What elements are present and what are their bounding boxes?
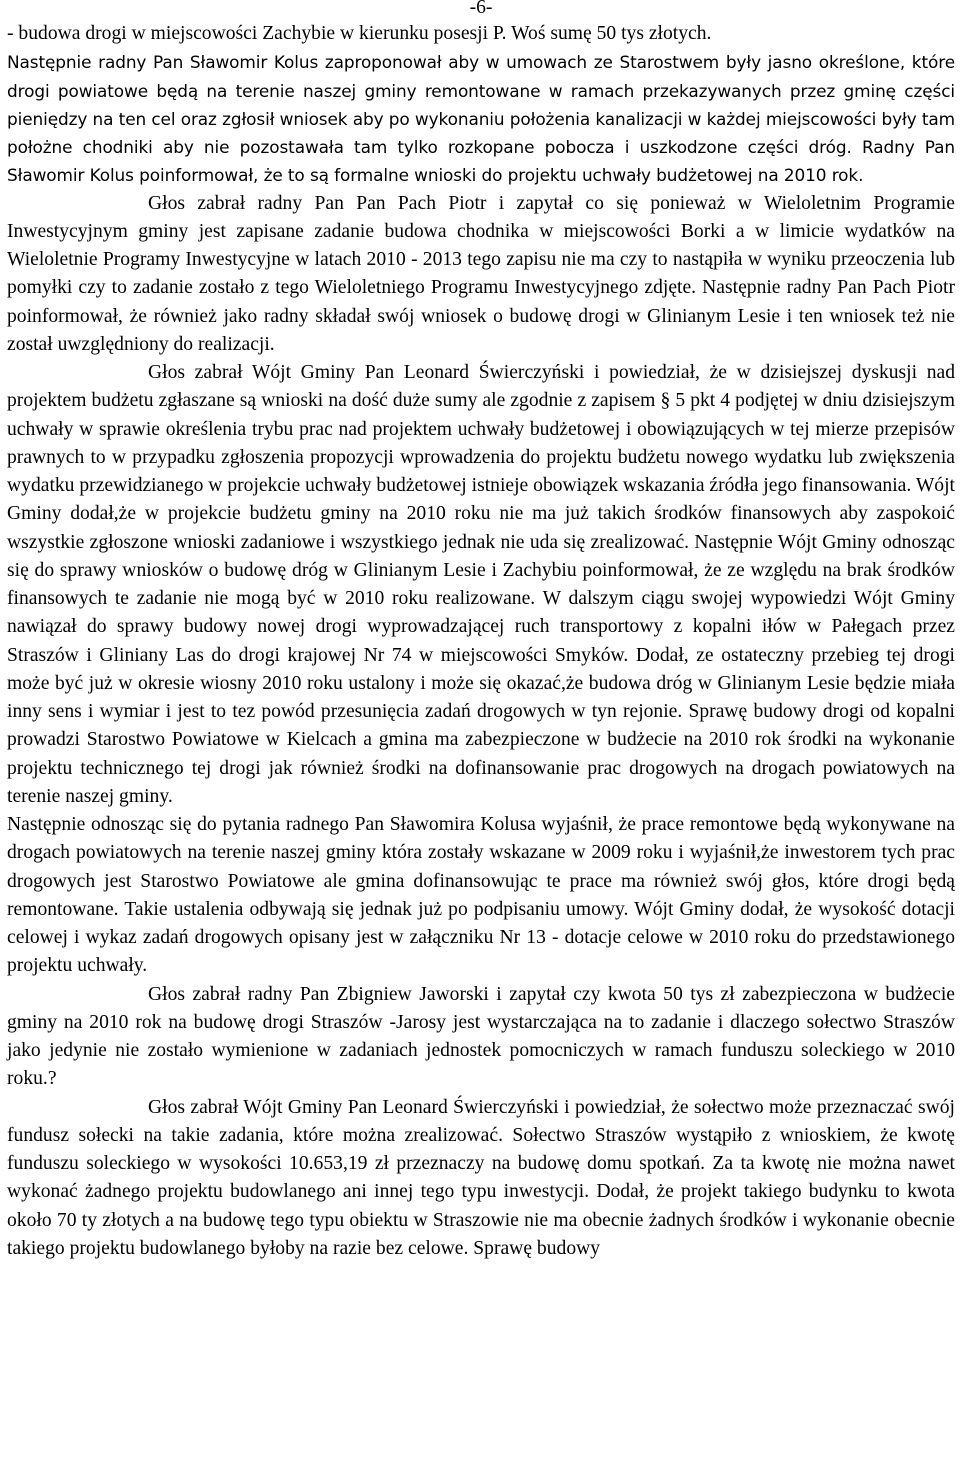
paragraph-kolus-proposal: Następnie radny Pan Sławomir Kolus zaproponował aby w umowach ze Starostwem były jasno określone, które drogi powiatowe będą na terenie naszej gminy remontowane w ramach przekazywanych przez gminę części pieniędzy na ten cel oraz zgłosił wniosek aby po wykonaniu położenia kanalizacji w każdej miejscowości były tam położne chodniki aby nie pozostawała tam tylko rozkopane pobocza i uszkodzone części dróg. Radny Pan Sławomir Kolus poinformował, że to są formalne wnioski do projektu uchwały budżetowej na 2010 rok. [7, 52, 955, 186]
paragraph-jaworski-question: Głos zabrał radny Pan Zbigniew Jaworski i zapytał czy kwota 50 tys zł zabezpieczona w budżecie gminy na 2010 rok na budowę drogi Straszów -Jarosy jest wystarczająca na to zadanie i dlaczego sołectwo Straszów jako jedynie nie zostało wymienione w zadaniach jednostek pomocniczych w ramach funduszu soleckiego w 2010 roku.? [7, 983, 955, 1090]
page-number: -6- [469, 0, 493, 18]
paragraph-wojt-solectwo: Głos zabrał Wójt Gminy Pan Leonard Świerczyński i powiedział, że sołectwo może przeznaczać swój fundusz sołecki na takie zadania, które można zrealizować. Sołectwo Straszów wystąpiło z wnioskiem, że kwotę funduszu soleckiego w wysokości 10.653,19 zł przeznaczy na budowę domu spotkań. Za ta kwotę nie można nawet wykonać żadnego projektu budowlanego ani innej tego typu inwestycji. Dodał, że projekt takiego budynku to kwota około 70 ty złotych a na budowę tego typu obiektu w Straszowie nie ma obecnie żadnych środków i wykonanie obecnie takiego projektu budowlanego byłoby na razie bez celowe. Sprawę budowy [7, 1096, 955, 1259]
paragraph-pach-question: Głos zabrał radny Pan Pan Pach Piotr i zapytał co się ponieważ w Wieloletnim Programie Inwestycyjnym gminy jest zapisane zadanie budowa chodnika w miejscowości Borki a w limicie wydatków na Wieloletnie Programy Inwestycyjne w latach 2010 - 2013 tego zapisu nie ma czy to nastąpiła w wyniku przeoczenia lub pomyłki czy to zadanie zostało z tego Wieloletniego Programu Inwestycyjnego zdjęte. Następnie radny Pan Pach Piotr poinformował, że również jako radny składał swój wniosek o budowę drogi w Glinianym Lesie i ten wniosek też nie został uwzględniony do realizacji. [7, 192, 955, 355]
paragraph-wojt-response: Głos zabrał Wójt Gminy Pan Leonard Świerczyński i powiedział, że w dzisiejszej dyskusji nad projektem budżetu zgłaszane są wnioski na dość duże sumy ale zgodnie z zapisem § 5 pkt 4 podjętej w dniu dzisiejszym uchwały w sprawie określenia trybu prac nad projektem uchwały budżetowej i obowiązujących w tej mierze przepisów prawnych to w przypadku zgłoszenia propozycji wprowadzenia do projektu budżetu nowego wydatku lub zwiększenia wydatku przewidzianego w projekcie uchwały budżetowej istnieje obowiązek wskazania źródła jego finansowania. Wójt Gminy dodał,że w projekcie budżetu gminy na 2010 roku nie ma już takich środków finansowych aby zaspokoić wszystkie zgłoszone wnioski zadaniowe i wszystkiego jednak nie uda się zrealizować. Następnie Wójt Gminy odnosząc się do sprawy wniosków o budowę dróg w Glinianym Lesie i Zachybiu poinformował, że ze względu na brak środków finansowych te zadanie nie mogą być w 2010 roku realizowane. W dalszym ciągu swojej wypowiedzi Wójt Gminy nawiązał do sprawy budowy nowej drogi wyprowadzającej ruch transportowy z kopalni iłów w Pałegach przez Straszów i Gliniany Las do drogi krajowej Nr 74 w miejscowości Smyków. Dodał, ze ostateczny przebieg tej drogi może być już w okresie wiosny 2010 roku ustalony i może się okazać,że budowa dróg w Glinianym Lesie będzie miała inny sens i wymiar i jest to tez powód przesunięcia zadań drogowych w tyn rejonie. Sprawę budowy drogi od kopalni prowadzi Starostwo Powiatowe w Kielcach a gmina ma zabezpieczone w budżecie na 2010 rok środki na wykonanie projektu technicznego tej drogi jak również środki na dofinansowanie prac drogowych na drogach powiatowych na terenie naszej gminy. [7, 362, 955, 807]
document-page [7, 0, 955, 1263]
paragraph-road-item: - budowa drogi w miejscowości Zachybie w kierunku posesji P. Woś sumę 50 tys złotych. [7, 23, 712, 44]
paragraph-wojt-kolus-answer: Następnie odnosząc się do pytania radnego Pan Sławomira Kolusa wyjaśnił, że prace remontowe będą wykonywane na drogach powiatowych na terenie naszej gminy która zostały wskazane w 2009 roku i wyjaśnił,że inwestorem tych prac drogowych jest Starostwo Powiatowe ale gmina dofinansowując te prace ma również swój głos, które drogi będą remontowane. Takie ustalenia odbywają się jednak już po podpisaniu umowy. Wójt Gminy dodał, że wysokość dotacji celowej i wykaz zadań drogowych opisany jest w załączniku Nr 13 - dotacje celowe w 2010 roku do przedstawionego projektu uchwały. [7, 814, 955, 977]
